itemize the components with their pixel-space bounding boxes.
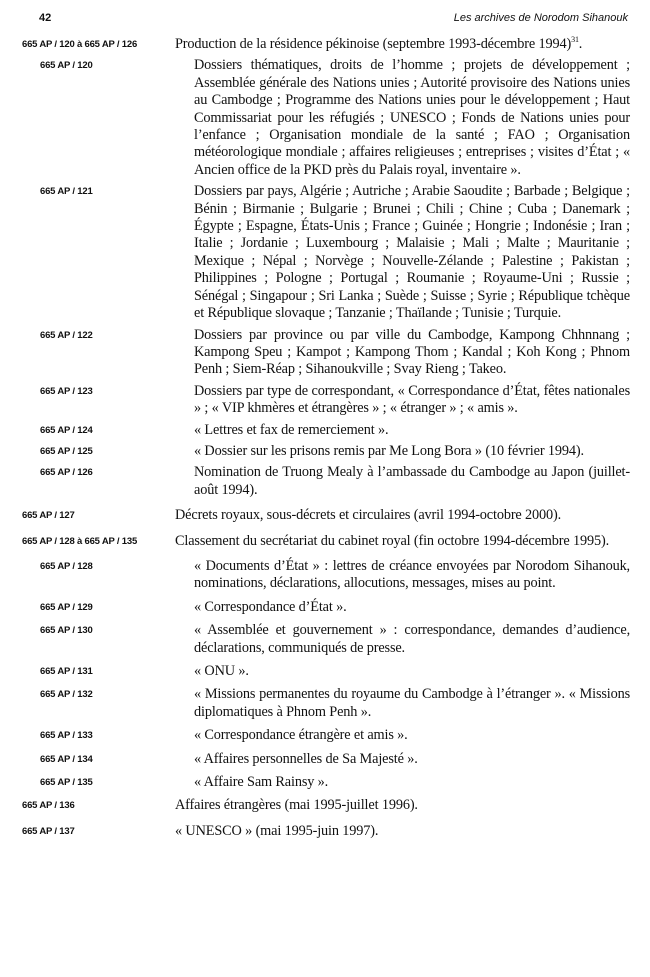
archive-entry xyxy=(0,558,650,593)
entry-code: 665 AP / 133 xyxy=(40,730,93,742)
entry-code: 665 AP / 120 à 665 AP / 126 xyxy=(22,39,138,50)
entry-description: Dossiers par type de correspondant, « Correspondance d’État, fêtes nationales » ; « VIP khmères et étrangères » ; « étranger » ; « amis ». xyxy=(194,382,630,417)
archive-entry xyxy=(0,36,650,53)
archive-entry xyxy=(0,774,650,791)
entry-code: 665 AP / 134 xyxy=(40,753,93,765)
entry-code: 665 AP / 129 xyxy=(40,601,93,613)
page-number: 42 xyxy=(39,12,52,24)
entry-description: Classement du secrétariat du cabinet royal (fin octobre 1994-décembre 1995). xyxy=(175,532,610,549)
entry-code: 665 AP / 122 xyxy=(40,329,93,341)
entry-description: « Documents d’État » : lettres de créance envoyées par Norodom Sihanouk, nominations, déclarations, allocutions, messages, mises au point. xyxy=(194,557,630,592)
entry-code: 665 AP / 135 xyxy=(40,777,93,789)
archive-entry xyxy=(0,533,650,550)
entry-description: Dossiers par province ou par ville du Cambodge, Kampong Chhnnang ; Kampong Speu ; Kampot ; Kampong Thom ; Kandal ; Koh Kong ; Phnom Penh ; Siem-Réap ; Sihanoukville ; Svay Rieng ; Takeo. xyxy=(194,326,630,378)
entry-code: 665 AP / 123 xyxy=(40,385,93,397)
archive-entry xyxy=(0,443,650,460)
entry-description: « Lettres et fax de remerciement ». xyxy=(194,421,389,438)
entry-code: 665 AP / 132 xyxy=(40,689,93,701)
footnote-ref[interactable]: 31 xyxy=(571,35,579,45)
archive-entry xyxy=(0,327,650,379)
archive-entry-list xyxy=(0,36,650,840)
archive-entry xyxy=(0,507,650,524)
entry-code: 665 AP / 120 xyxy=(40,60,93,72)
entry-description: « UNESCO » (mai 1995-juin 1997). xyxy=(175,822,379,839)
entry-description: Nomination de Truong Mealy à l’ambassade du Cambodge au Japon (juillet-août 1994). xyxy=(194,464,630,498)
entry-code: 665 AP / 125 xyxy=(40,445,93,457)
entry-description: « Correspondance étrangère et amis ». xyxy=(194,727,408,744)
running-title: Les archives de Norodom Sihanouk xyxy=(453,12,628,24)
entry-description: Dossiers par pays, Algérie ; Autriche ; Arabie Saoudite ; Barbade ; Belgique ; Bénin ; Birmanie ; Bulgarie ; Brunei ; Chili ; Chine ; Cuba ; Danemark ; Égypte ; Espagne, États-Unis ; France ; Guinée ; Hongrie ; Indonésie ; Iran ; Italie ; Jordanie ; Luxembourg ; Malaisie ; Mali ; Malte ; Mauritanie ; Mexique ; Népal ; Norvège ; Nouvelle-Zélande ; Palestine ; Pakistan ; Philippines ; Pologne ; Portugal ; Roumanie ; Royaume-Uni ; Russie ; Sénégal ; Singapour ; Sri Lanka ; Suède ; Suisse ; Syrie ; République tchèque et République slovaque ; Tanzanie ; Thaïlande ; Tunisie ; Turquie. xyxy=(194,183,630,322)
entry-description: « Dossier sur les prisons remis par Me Long Bora » (10 février 1994). xyxy=(194,442,584,459)
entry-description: Affaires étrangères (mai 1995-juillet 1996). xyxy=(175,797,418,814)
entry-description: Décrets royaux, sous-décrets et circulaires (avril 1994-octobre 2000). xyxy=(175,507,562,524)
entry-description: « Missions permanentes du royaume du Cambodge à l’étranger ». « Missions diplomatiques à Phnom Penh ». xyxy=(194,686,630,720)
entry-code: 665 AP / 130 xyxy=(40,625,93,637)
entry-code: 665 AP / 136 xyxy=(22,800,75,812)
archive-entry xyxy=(0,383,650,418)
entry-description: « ONU ». xyxy=(194,663,249,679)
entry-code: 665 AP / 131 xyxy=(40,666,93,677)
entry-code: 665 AP / 124 xyxy=(40,424,93,436)
archive-entry xyxy=(0,464,650,499)
entry-description: « Affaire Sam Rainsy ». xyxy=(194,774,329,791)
entry-description: Dossiers thématiques, droits de l’homme ; projets de développement ; Assemblée générale des Nations unies ; Autorité provisoire des Nations unies au Cambodge ; Programme des Nations unies pour le développement ; Haut Commissariat pour les réfugiés ; UNESCO ; Fonds de Nations unies pour l’enfance ; Organisation mondiale de la santé ; FAO ; Organisation météorologique mondiale ; affaires religieuses ; entreprises ; visites d’État ; « Ancien office de la PKD près du Palais royal, inventaire ». xyxy=(194,57,630,178)
entry-description: Production de la résidence pékinoise (septembre 1993-décembre 1994)$^{31}$. xyxy=(175,35,583,52)
entry-code: 665 AP / 121 xyxy=(40,186,93,198)
archive-entry xyxy=(0,57,650,179)
entry-code: 665 AP / 137 xyxy=(22,825,75,837)
entry-code: 665 AP / 128 à 665 AP / 135 xyxy=(22,535,138,547)
archive-entry xyxy=(0,183,650,322)
archive-entry xyxy=(0,422,650,439)
archive-entry xyxy=(0,663,650,680)
entry-description: « Affaires personnelles de Sa Majesté ». xyxy=(194,750,418,767)
archive-entry xyxy=(0,751,650,768)
archive-entry xyxy=(0,727,650,744)
entry-code: 665 AP / 128 xyxy=(40,560,93,572)
entry-description: « Correspondance d’État ». xyxy=(194,598,347,615)
archive-entry xyxy=(0,823,650,840)
archive-entry xyxy=(0,797,650,814)
archive-entry xyxy=(0,686,650,721)
entry-code: 665 AP / 126 xyxy=(40,467,93,479)
archive-entry xyxy=(0,599,650,616)
archive-entry xyxy=(0,622,650,657)
entry-code: 665 AP / 127 xyxy=(22,510,75,522)
entry-description: « Assemblée et gouvernement » : correspondance, demandes d’audience, déclarations, communiqués de presse. xyxy=(194,622,630,656)
